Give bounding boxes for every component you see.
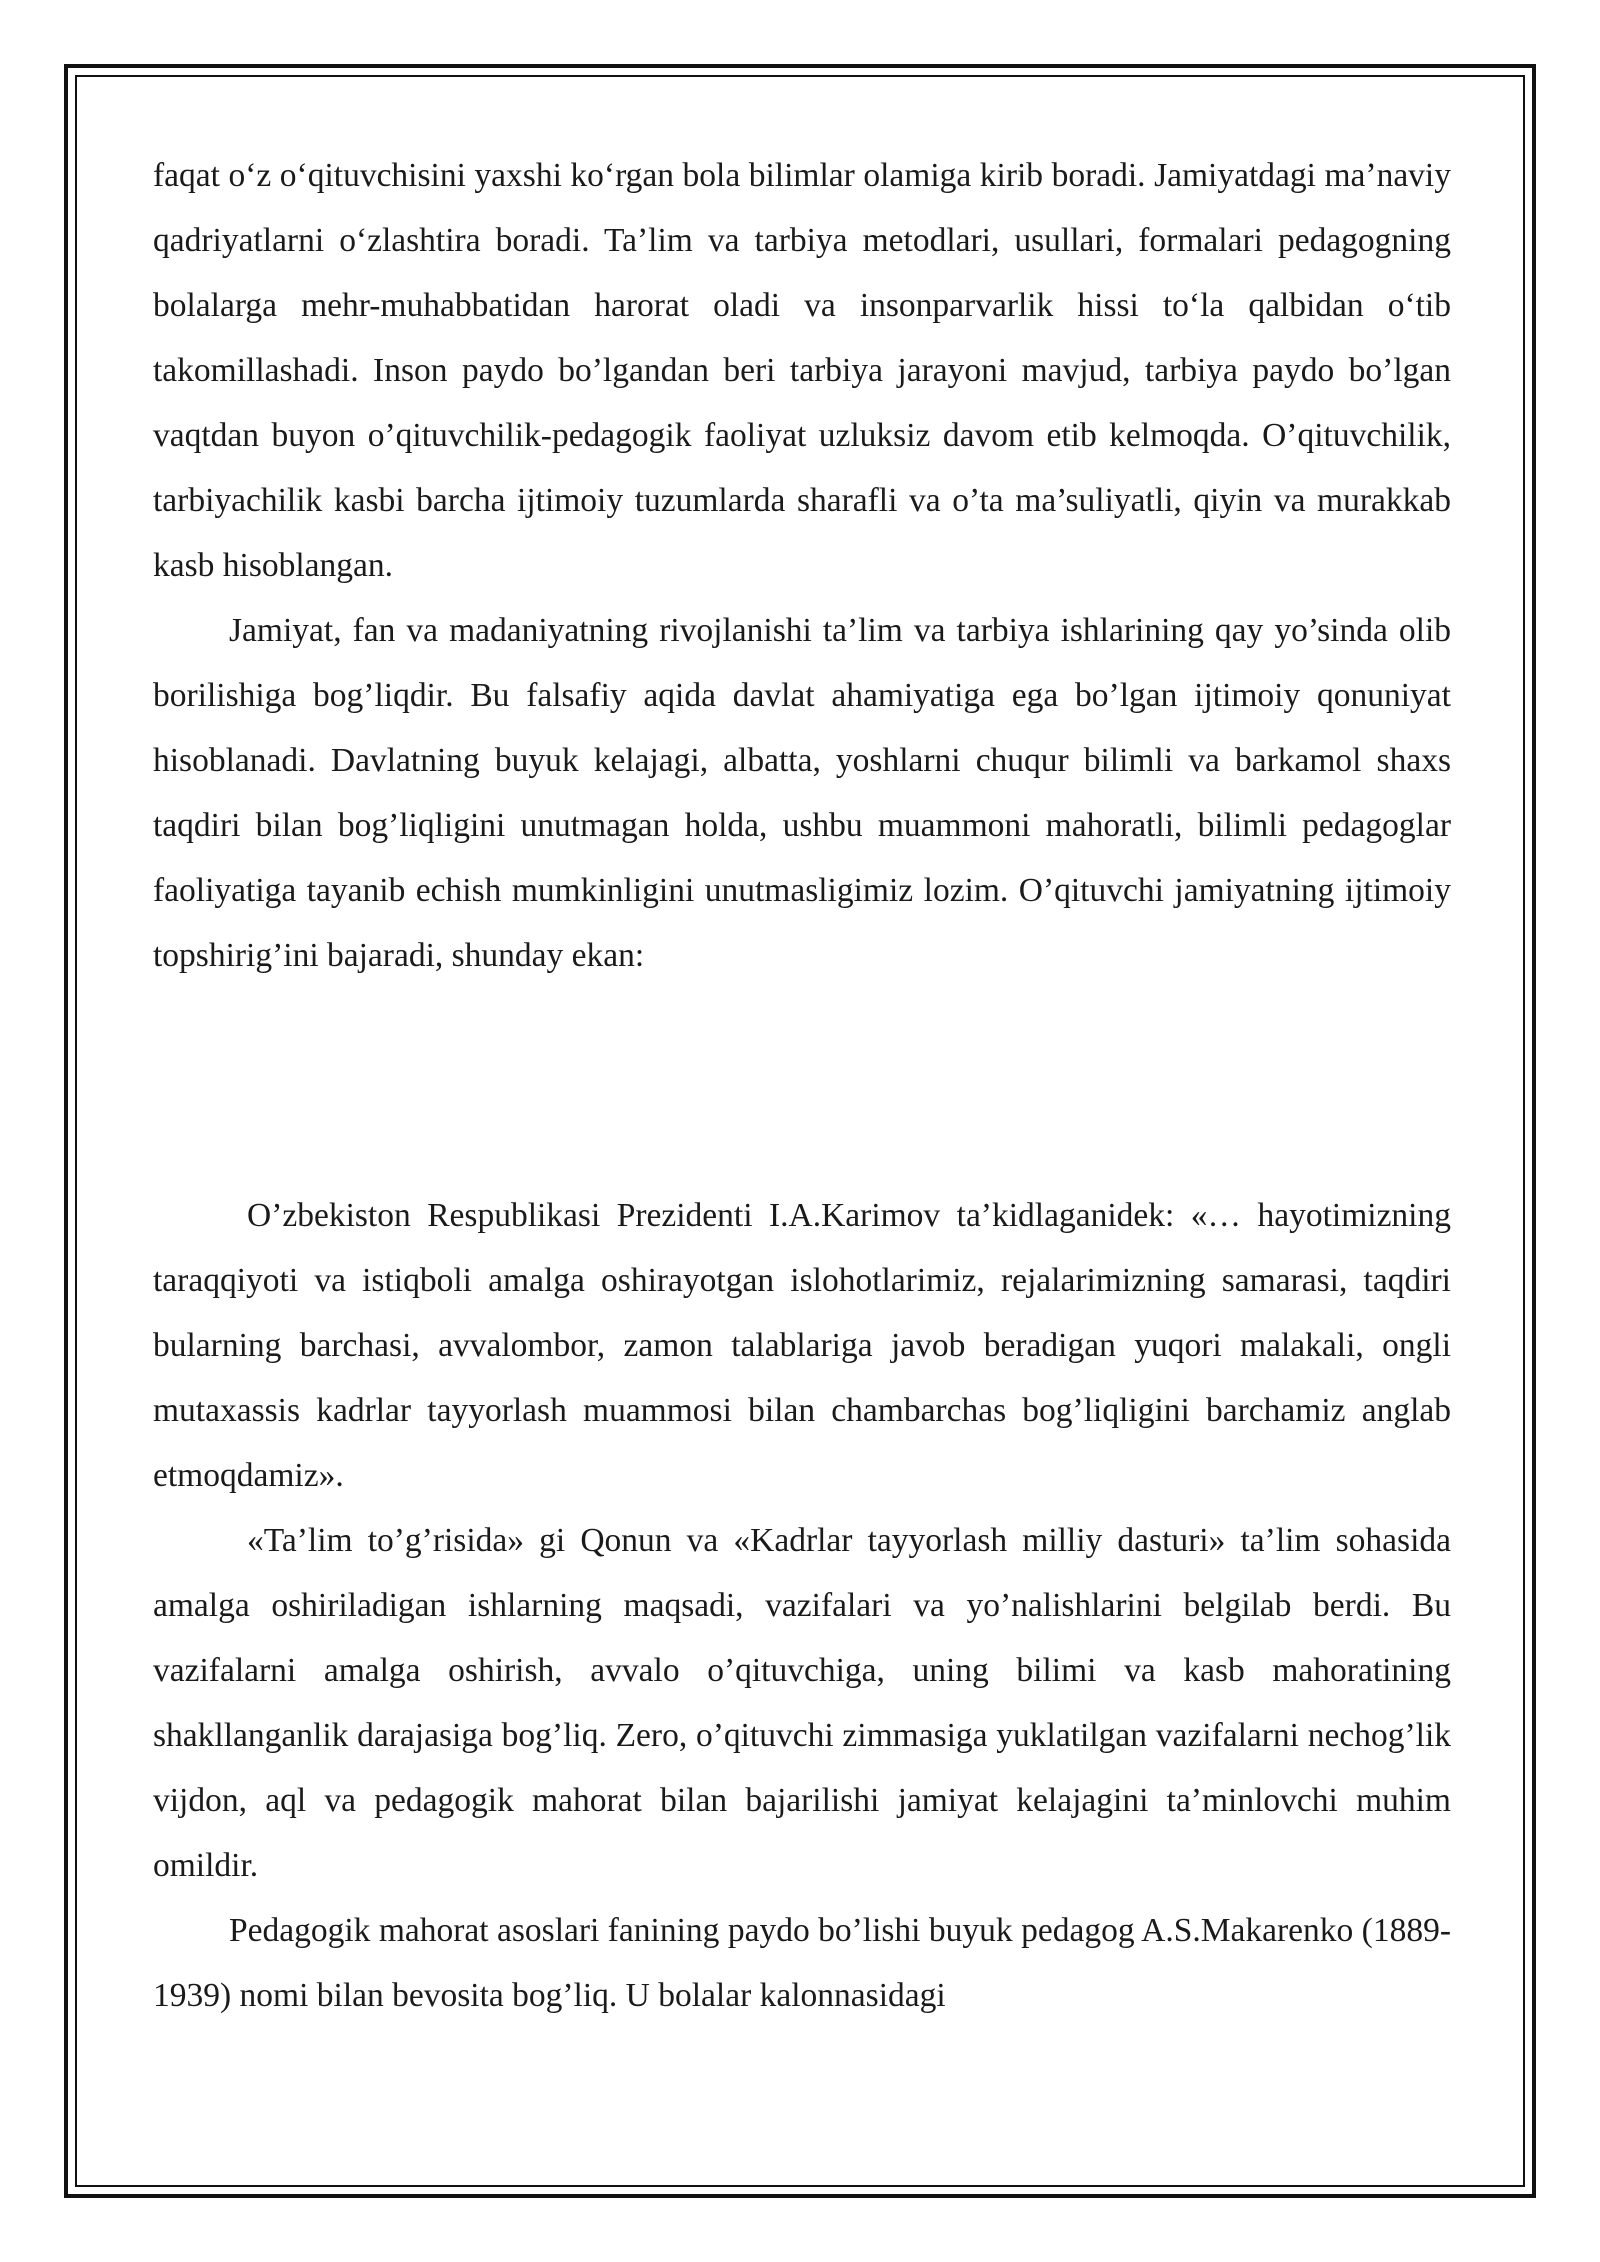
document-body [153,143,1451,2028]
blank-space [153,988,1451,1183]
paragraph-3: O’zbekiston Respublikasi Prezidenti I.A.Karimov ta’kidlaganidek: «… hayotimizning taraqqiyoti va istiqboli amalga oshirayotgan islohotlarimiz, rejalarimizning samarasi, taqdiri bularning barchasi, avvalombor, zamon talablariga javob beradigan yuqori malakali, ongli mutaxassis kadrlar tayyorlash muammosi bilan chambarchas bog’liqligini barchamiz anglab etmoqdamiz». [153,1197,1451,1494]
paragraph-4: «Ta’lim to’g’risida» gi Qonun va «Kadrlar tayyorlash milliy dasturi» ta’lim sohasida amalga oshiriladigan ishlarning maqsadi, vazifalari va yo’nalishlarini belgilab berdi. Bu vazifalarni amalga oshirish, avvalo o’qituvchiga, uning bilimi va kasb mahoratining shakllanganlik darajasiga bog’liq. Zero, o’qituvchi zimmasiga yuklatilgan vazifalarni nechog’lik vijdon, aql va pedagogik mahorat bilan bajarilishi jamiyat kelajagini ta’minlovchi muhim omildir. [153,1522,1451,1884]
paragraph-5: Pedagogik mahorat asoslari fanining paydo bo’lishi buyuk pedagog A.S.Makarenko (1889-1939) nomi bilan bevosita bog’liq. U bolalar kalonnasidagi [153,1912,1451,2014]
paragraph-2: Jamiyat, fan va madaniyatning rivojlanishi ta’lim va tarbiya ishlarining qay yo’sinda olib borilishiga bog’liqdir. Bu falsafiy aqida davlat ahamiyatiga ega bo’lgan ijtimoiy qonuniyat hisoblanadi. Davlatning buyuk kelajagi, albatta, yoshlarni chuqur bilimli va barkamol shaxs taqdiri bilan bog’liqligini unutmagan holda, ushbu muammoni mahoratli, bilimli pedagoglar faoliyatiga tayanib echish mumkinligini unutmasligimiz lozim. O’qituvchi jamiyatning ijtimoiy topshirig’ini bajaradi, shunday ekan: [153,612,1451,974]
paragraph-1: faqat oʻz oʻqituvchisini yaxshi koʻrgan bola bilimlar olamiga kirib boradi. Jamiyatdagi maʼnaviy qadriyatlarni oʻzlashtira boradi. Taʼlim va tarbiya metodlari, usullari, formalari pedagogning bolalarga mehr-muhabbatidan harorat oladi va insonparvarlik hissi toʻla qalbidan oʻtib takomillashadi. Inson paydo bo’lgandan beri tarbiya jarayoni mavjud, tarbiya paydo bo’lgan vaqtdan buyon o’qituvchilik-pedagogik faoliyat uzluksiz davom etib kelmoqda. O’qituvchilik, tarbiyachilik kasbi barcha ijtimoiy tuzumlarda sharafli va o’ta ma’suliyatli, qiyin va murakkab kasb hisoblangan. [153,157,1451,584]
